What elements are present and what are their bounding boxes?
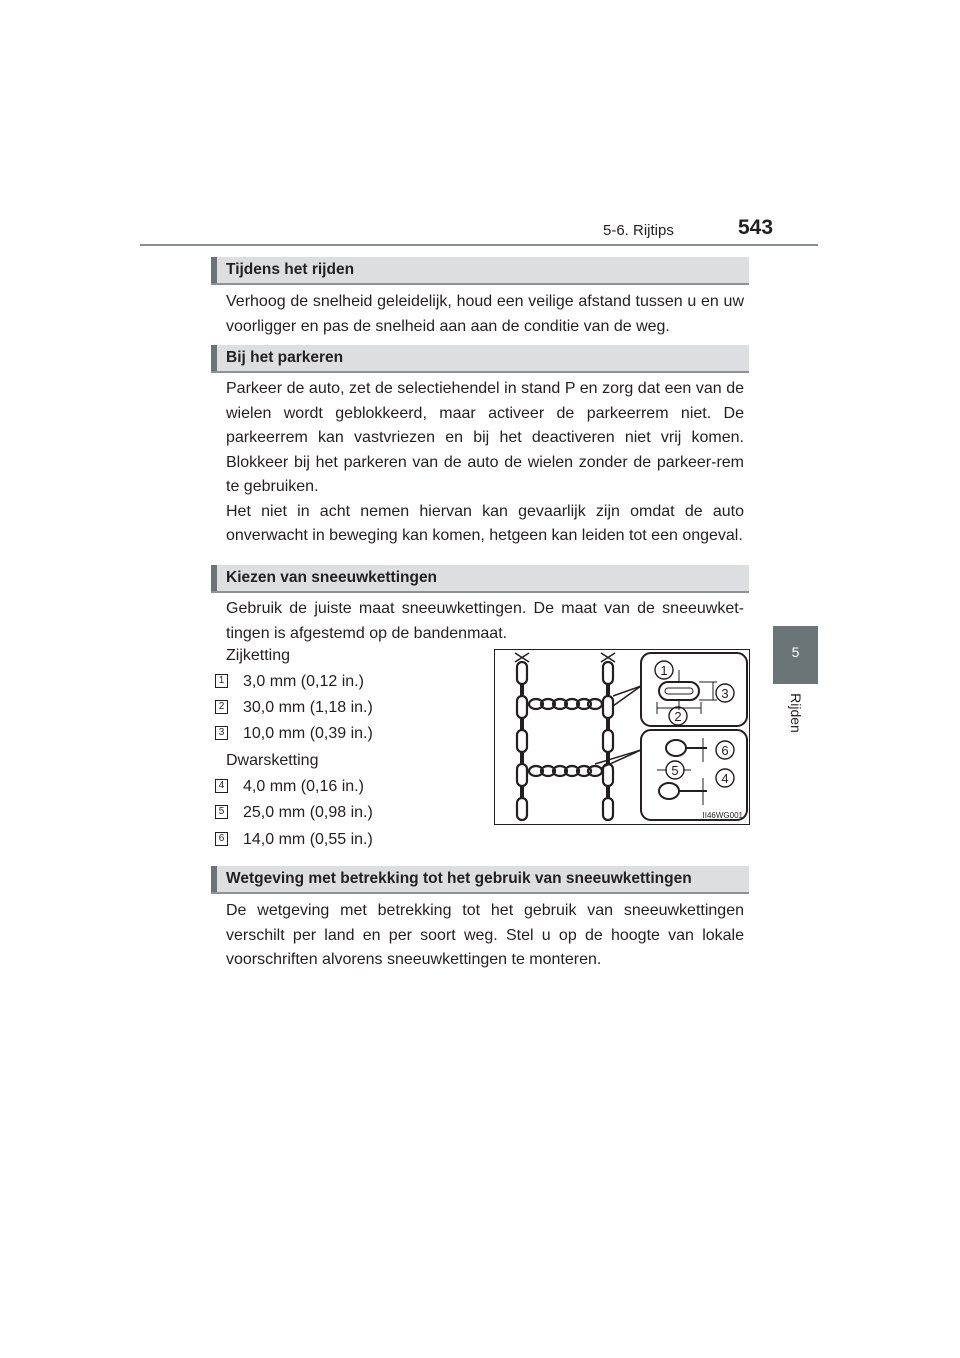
callout-1: 1 — [660, 663, 668, 678]
section-body — [226, 597, 744, 646]
side-chain-detail — [641, 653, 747, 726]
header-divider — [140, 244, 818, 246]
measurement: 25,0 mm (0,98 in.) — [243, 804, 373, 821]
list-item — [218, 778, 364, 796]
lower-cross-chain — [529, 766, 602, 776]
paragraph: Het niet in acht nemen hiervan kan gevaarlijk zijn omdat de auto onverwacht in beweging kan komen, hetgeen kan leiden tot een ongeval. — [226, 502, 744, 544]
heading-bar — [211, 866, 217, 892]
list-item — [218, 804, 373, 822]
section-body — [226, 899, 744, 973]
chapter-label-container — [778, 689, 814, 739]
callout-4: 4 — [721, 771, 729, 786]
measurement: 10,0 mm (0,39 in.) — [243, 725, 373, 742]
section-heading — [211, 565, 749, 593]
callout-number: 4 — [215, 779, 228, 793]
section-header: 5-6. Rijtips — [603, 222, 674, 239]
measurement: 14,0 mm (0,55 in.) — [243, 831, 373, 848]
callout-3: 3 — [721, 686, 729, 701]
section-title: Tijdens het rijden — [226, 261, 355, 278]
measurement: 3,0 mm (0,12 in.) — [243, 673, 364, 690]
heading-bar — [211, 257, 217, 283]
section-title: Kiezen van sneeuwkettingen — [226, 569, 438, 586]
paragraph: Verhoog de snelheid geleidelijk, houd een veilige afstand tussen u en uw voorligger en pas de snelheid aan aan de conditie van de weg. — [226, 293, 744, 335]
section-heading — [211, 866, 749, 894]
page-number: 543 — [738, 216, 774, 239]
callout-number: 1 — [215, 674, 228, 688]
list-item — [218, 725, 373, 743]
upper-cross-chain — [529, 699, 602, 709]
right-side-chain — [601, 653, 615, 820]
chapter-tab — [773, 626, 818, 684]
callout-2: 2 — [674, 709, 682, 724]
callout-number: 5 — [215, 805, 228, 819]
section-title: Bij het parkeren — [226, 349, 344, 366]
callout-6: 6 — [721, 743, 729, 758]
figure-id: II46WG001 — [702, 811, 743, 820]
list-item — [218, 673, 364, 691]
snow-chain-illustration — [495, 650, 749, 824]
paragraph: Gebruik de juiste maat sneeuwkettingen. De maat van de sneeuwket-tingen is afgestemd op de bandenmaat. — [226, 600, 744, 642]
snow-chain-figure — [494, 649, 750, 825]
callout-number: 2 — [215, 700, 228, 714]
heading-bar — [211, 345, 217, 371]
heading-bar — [211, 565, 217, 591]
section-body — [226, 290, 744, 339]
chapter-label: Rijden — [788, 693, 804, 733]
callout-5: 5 — [671, 763, 679, 778]
side-chain-label: Zijketting — [226, 647, 291, 664]
section-heading — [211, 345, 749, 373]
measurement: 4,0 mm (0,16 in.) — [243, 778, 364, 795]
list-item — [218, 831, 373, 849]
callout-number: 3 — [215, 726, 228, 740]
callout-number: 6 — [215, 832, 228, 846]
measurement: 30,0 mm (1,18 in.) — [243, 699, 373, 716]
paragraph: Parkeer de auto, zet de selectiehendel in stand P en zorg dat een van de wielen wordt geblokkeerd, maar activeer de parkeerrem niet. De parkeerrem kan vastvriezen en bij het deactiveren niet vrij komen. Blokkeer bij het parkeren van de auto de wielen zonder de parkeer-rem te gebruiken. — [226, 380, 744, 495]
section-body — [226, 377, 744, 549]
left-side-chain — [515, 653, 529, 820]
cross-chain-detail — [641, 730, 747, 820]
chapter-number: 5 — [791, 644, 800, 660]
section-heading — [211, 257, 749, 285]
paragraph: De wetgeving met betrekking tot het gebruik van sneeuwkettingen verschilt per land en per soort weg. Stel u op de hoogte van lokale voorschriften alvorens sneeuwkettingen te monteren. — [226, 902, 744, 968]
section-title: Wetgeving met betrekking tot het gebruik van sneeuwkettingen — [226, 870, 692, 887]
list-item — [218, 699, 373, 717]
cross-chain-label: Dwarsketting — [226, 752, 319, 769]
